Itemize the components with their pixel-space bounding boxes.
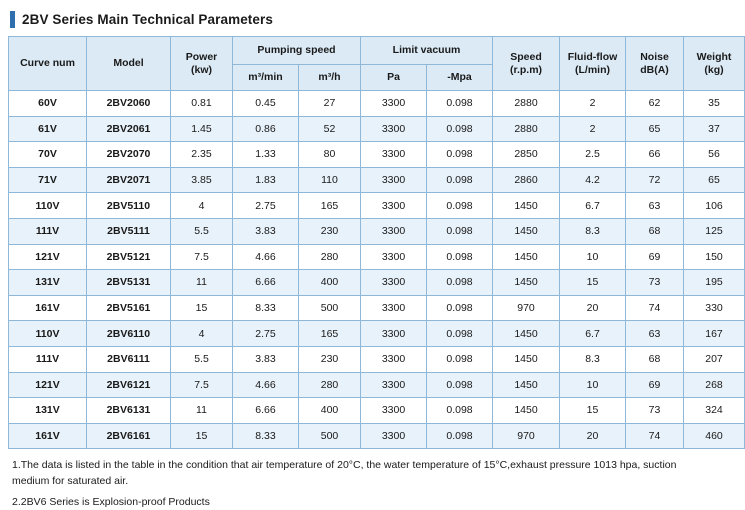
header-m3h: m³/h	[299, 65, 361, 91]
header-noise-unit: dB(A)	[640, 63, 669, 76]
cell-pumping-speed-m3h: 500	[299, 295, 361, 321]
cell-fluid-flow: 4.2	[560, 167, 626, 193]
cell-pumping-speed-m3min: 2.75	[233, 193, 299, 219]
cell-curve-num: 131V	[9, 398, 87, 424]
cell-pumping-speed-m3min: 8.33	[233, 423, 299, 449]
cell-speed: 2880	[493, 116, 560, 142]
cell-limit-vacuum-mpa: 0.098	[427, 398, 493, 424]
table-row	[9, 321, 745, 347]
cell-speed: 2860	[493, 167, 560, 193]
cell-fluid-flow: 2	[560, 91, 626, 117]
cell-limit-vacuum-mpa: 0.098	[427, 372, 493, 398]
cell-noise: 68	[626, 346, 684, 372]
cell-speed: 1450	[493, 218, 560, 244]
cell-power: 7.5	[171, 244, 233, 270]
cell-curve-num: 121V	[9, 244, 87, 270]
table-row	[9, 423, 745, 449]
header-limit-vacuum: Limit vacuum	[361, 37, 493, 65]
header-weight	[684, 37, 745, 91]
cell-speed: 1450	[493, 321, 560, 347]
cell-noise: 65	[626, 116, 684, 142]
cell-limit-vacuum-pa: 3300	[361, 218, 427, 244]
cell-limit-vacuum-mpa: 0.098	[427, 423, 493, 449]
cell-weight: 106	[684, 193, 745, 219]
cell-pumping-speed-m3min: 6.66	[233, 270, 299, 296]
cell-limit-vacuum-mpa: 0.098	[427, 244, 493, 270]
cell-pumping-speed-m3h: 110	[299, 167, 361, 193]
table-row	[9, 372, 745, 398]
cell-pumping-speed-m3min: 6.66	[233, 398, 299, 424]
header-pumping-speed: Pumping speed	[233, 37, 361, 65]
cell-curve-num: 110V	[9, 193, 87, 219]
cell-fluid-flow: 8.3	[560, 346, 626, 372]
table-row	[9, 244, 745, 270]
note-2: 2.2BV6 Series is Explosion-proof Products	[12, 495, 210, 508]
cell-pumping-speed-m3h: 165	[299, 193, 361, 219]
cell-pumping-speed-m3h: 400	[299, 398, 361, 424]
cell-speed: 1450	[493, 398, 560, 424]
cell-fluid-flow: 6.7	[560, 193, 626, 219]
cell-limit-vacuum-pa: 3300	[361, 142, 427, 168]
cell-limit-vacuum-pa: 3300	[361, 244, 427, 270]
cell-pumping-speed-m3min: 3.83	[233, 218, 299, 244]
header-power-unit: (kw)	[191, 63, 212, 76]
cell-curve-num: 60V	[9, 91, 87, 117]
cell-speed: 1450	[493, 346, 560, 372]
cell-power: 15	[171, 295, 233, 321]
cell-model: 2BV2060	[87, 91, 171, 117]
cell-pumping-speed-m3min: 0.86	[233, 116, 299, 142]
cell-model: 2BV5110	[87, 193, 171, 219]
cell-noise: 62	[626, 91, 684, 117]
header-power-label: Power	[185, 51, 218, 64]
header-noise-label: Noise	[640, 51, 669, 64]
cell-fluid-flow: 15	[560, 270, 626, 296]
cell-model: 2BV6121	[87, 372, 171, 398]
cell-speed: 2850	[493, 142, 560, 168]
cell-noise: 63	[626, 321, 684, 347]
cell-noise: 69	[626, 244, 684, 270]
cell-limit-vacuum-pa: 3300	[361, 193, 427, 219]
cell-fluid-flow: 10	[560, 244, 626, 270]
cell-noise: 69	[626, 372, 684, 398]
cell-weight: 56	[684, 142, 745, 168]
table-row	[9, 193, 745, 219]
cell-noise: 68	[626, 218, 684, 244]
cell-limit-vacuum-pa: 3300	[361, 398, 427, 424]
cell-model: 2BV6161	[87, 423, 171, 449]
cell-weight: 125	[684, 218, 745, 244]
cell-weight: 37	[684, 116, 745, 142]
cell-curve-num: 131V	[9, 270, 87, 296]
cell-power: 5.5	[171, 218, 233, 244]
table-row	[9, 167, 745, 193]
cell-curve-num: 121V	[9, 372, 87, 398]
table-row	[9, 295, 745, 321]
cell-model: 2BV2070	[87, 142, 171, 168]
cell-limit-vacuum-mpa: 0.098	[427, 142, 493, 168]
cell-noise: 73	[626, 270, 684, 296]
cell-pumping-speed-m3h: 500	[299, 423, 361, 449]
cell-limit-vacuum-pa: 3300	[361, 91, 427, 117]
cell-weight: 65	[684, 167, 745, 193]
cell-speed: 1450	[493, 193, 560, 219]
header-power	[171, 37, 233, 91]
cell-noise: 74	[626, 295, 684, 321]
cell-model: 2BV2071	[87, 167, 171, 193]
cell-weight: 195	[684, 270, 745, 296]
cell-power: 4	[171, 193, 233, 219]
cell-fluid-flow: 2.5	[560, 142, 626, 168]
cell-model: 2BV6111	[87, 346, 171, 372]
header-fluid-flow-unit: (L/min)	[575, 63, 610, 76]
cell-limit-vacuum-mpa: 0.098	[427, 167, 493, 193]
cell-pumping-speed-m3h: 230	[299, 218, 361, 244]
technical-parameters-table	[8, 36, 745, 449]
title-accent-bar	[10, 11, 15, 28]
page-title	[10, 8, 704, 30]
cell-pumping-speed-m3h: 80	[299, 142, 361, 168]
header-fluid-flow	[560, 37, 626, 91]
cell-curve-num: 161V	[9, 423, 87, 449]
cell-model: 2BV5131	[87, 270, 171, 296]
cell-fluid-flow: 6.7	[560, 321, 626, 347]
cell-pumping-speed-m3h: 230	[299, 346, 361, 372]
cell-fluid-flow: 10	[560, 372, 626, 398]
cell-limit-vacuum-mpa: 0.098	[427, 193, 493, 219]
cell-fluid-flow: 20	[560, 423, 626, 449]
cell-curve-num: 110V	[9, 321, 87, 347]
cell-curve-num: 111V	[9, 218, 87, 244]
cell-pumping-speed-m3min: 8.33	[233, 295, 299, 321]
cell-limit-vacuum-pa: 3300	[361, 270, 427, 296]
cell-weight: 207	[684, 346, 745, 372]
cell-power: 3.85	[171, 167, 233, 193]
cell-model: 2BV6110	[87, 321, 171, 347]
cell-pumping-speed-m3min: 4.66	[233, 372, 299, 398]
cell-model: 2BV5121	[87, 244, 171, 270]
cell-curve-num: 61V	[9, 116, 87, 142]
cell-weight: 324	[684, 398, 745, 424]
cell-pumping-speed-m3h: 400	[299, 270, 361, 296]
cell-limit-vacuum-pa: 3300	[361, 116, 427, 142]
cell-weight: 150	[684, 244, 745, 270]
cell-power: 15	[171, 423, 233, 449]
cell-limit-vacuum-mpa: 0.098	[427, 91, 493, 117]
cell-limit-vacuum-pa: 3300	[361, 321, 427, 347]
cell-curve-num: 111V	[9, 346, 87, 372]
table-header	[9, 37, 745, 91]
cell-pumping-speed-m3min: 4.66	[233, 244, 299, 270]
header-m3min: m³/min	[233, 65, 299, 91]
cell-speed: 2880	[493, 91, 560, 117]
cell-model: 2BV6131	[87, 398, 171, 424]
cell-limit-vacuum-mpa: 0.098	[427, 346, 493, 372]
cell-power: 4	[171, 321, 233, 347]
cell-speed: 970	[493, 295, 560, 321]
cell-limit-vacuum-mpa: 0.098	[427, 295, 493, 321]
cell-speed: 1450	[493, 244, 560, 270]
header-weight-unit: (kg)	[704, 63, 724, 76]
cell-pumping-speed-m3h: 280	[299, 372, 361, 398]
header-fluid-flow-label: Fluid-flow	[567, 51, 618, 64]
table-row	[9, 346, 745, 372]
cell-limit-vacuum-pa: 3300	[361, 295, 427, 321]
cell-limit-vacuum-mpa: 0.098	[427, 270, 493, 296]
cell-weight: 35	[684, 91, 745, 117]
cell-speed: 1450	[493, 372, 560, 398]
header-model: Model	[87, 37, 171, 91]
cell-pumping-speed-m3h: 27	[299, 91, 361, 117]
cell-weight: 330	[684, 295, 745, 321]
header-speed	[493, 37, 560, 91]
header-weight-label: Weight	[696, 51, 732, 64]
cell-noise: 73	[626, 398, 684, 424]
cell-limit-vacuum-mpa: 0.098	[427, 321, 493, 347]
cell-limit-vacuum-mpa: 0.098	[427, 218, 493, 244]
table-row	[9, 398, 745, 424]
cell-speed: 1450	[493, 270, 560, 296]
cell-fluid-flow: 20	[560, 295, 626, 321]
cell-power: 11	[171, 398, 233, 424]
cell-pumping-speed-m3min: 2.75	[233, 321, 299, 347]
header-speed-unit: (r.p.m)	[509, 63, 543, 76]
cell-limit-vacuum-pa: 3300	[361, 372, 427, 398]
cell-pumping-speed-m3min: 0.45	[233, 91, 299, 117]
cell-noise: 66	[626, 142, 684, 168]
cell-noise: 63	[626, 193, 684, 219]
notes-section	[12, 458, 702, 510]
header-speed-label: Speed	[510, 51, 542, 64]
cell-model: 2BV5161	[87, 295, 171, 321]
table-row	[9, 91, 745, 117]
header-pa: Pa	[361, 65, 427, 91]
cell-power: 1.45	[171, 116, 233, 142]
cell-pumping-speed-m3min: 1.33	[233, 142, 299, 168]
cell-power: 2.35	[171, 142, 233, 168]
cell-pumping-speed-m3min: 1.83	[233, 167, 299, 193]
cell-noise: 72	[626, 167, 684, 193]
cell-pumping-speed-m3h: 165	[299, 321, 361, 347]
table-row	[9, 116, 745, 142]
note-1: 1.The data is listed in the table in the condition that air temperature of 20°C, the water temperature of 15°C,exhaust pressure 1013 hpa, suction medium for saturated air.	[12, 459, 677, 487]
cell-model: 2BV5111	[87, 218, 171, 244]
cell-limit-vacuum-pa: 3300	[361, 167, 427, 193]
table-row	[9, 142, 745, 168]
table-row	[9, 218, 745, 244]
cell-pumping-speed-m3h: 52	[299, 116, 361, 142]
header-mpa: -Mpa	[427, 65, 493, 91]
cell-weight: 460	[684, 423, 745, 449]
header-curve-num: Curve num	[9, 37, 87, 91]
cell-power: 11	[171, 270, 233, 296]
cell-model: 2BV2061	[87, 116, 171, 142]
cell-curve-num: 71V	[9, 167, 87, 193]
table-row	[9, 270, 745, 296]
cell-fluid-flow: 8.3	[560, 218, 626, 244]
cell-pumping-speed-m3h: 280	[299, 244, 361, 270]
cell-power: 5.5	[171, 346, 233, 372]
cell-limit-vacuum-mpa: 0.098	[427, 116, 493, 142]
cell-curve-num: 161V	[9, 295, 87, 321]
cell-power: 0.81	[171, 91, 233, 117]
cell-fluid-flow: 2	[560, 116, 626, 142]
header-noise	[626, 37, 684, 91]
cell-speed: 970	[493, 423, 560, 449]
page-title-text: 2BV Series Main Technical Parameters	[22, 11, 273, 27]
table-body	[9, 91, 745, 449]
table-header-row-1	[9, 37, 745, 65]
cell-limit-vacuum-pa: 3300	[361, 346, 427, 372]
cell-power: 7.5	[171, 372, 233, 398]
cell-curve-num: 70V	[9, 142, 87, 168]
cell-pumping-speed-m3min: 3.83	[233, 346, 299, 372]
cell-fluid-flow: 15	[560, 398, 626, 424]
cell-limit-vacuum-pa: 3300	[361, 423, 427, 449]
cell-weight: 268	[684, 372, 745, 398]
cell-weight: 167	[684, 321, 745, 347]
cell-noise: 74	[626, 423, 684, 449]
